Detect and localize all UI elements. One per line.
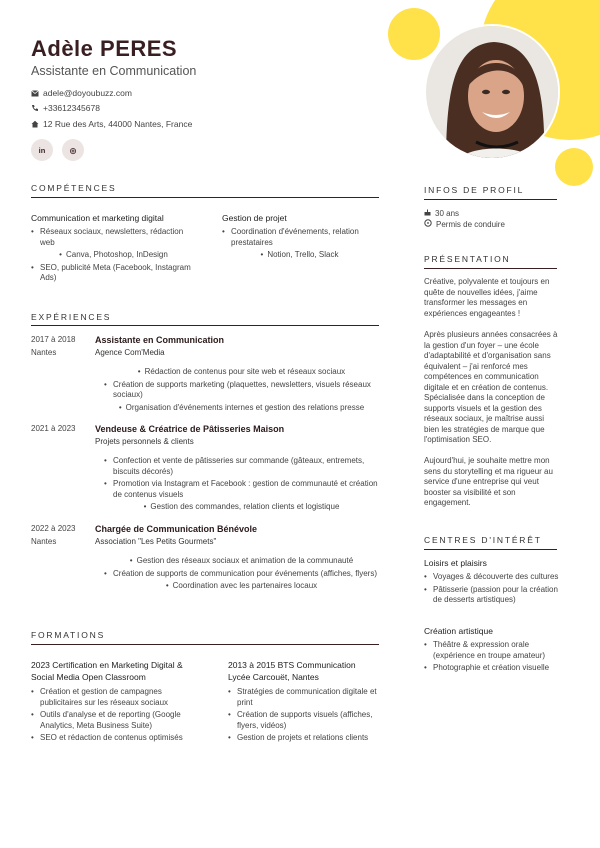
- list-item: • Gestion des commandes, relation clients et logistique: [104, 502, 379, 513]
- experience-title: Assistante en Communication: [95, 335, 225, 345]
- contact-email[interactable]: [31, 88, 132, 98]
- section-title-formations: FORMATIONS: [31, 630, 106, 640]
- list-item: • Promotion via Instagram et Facebook : gestion de communauté et création de contenus visuels: [104, 479, 379, 500]
- formation-list: [31, 687, 196, 746]
- profil-permis: [424, 219, 505, 231]
- contact-phone[interactable]: [31, 103, 100, 113]
- list-item: • Création de supports de communication pour événements (affiches, flyers): [104, 569, 379, 580]
- list-item: • Photographie et création visuelle: [424, 663, 564, 674]
- section-divider: [424, 549, 557, 550]
- cake-icon: [424, 208, 431, 220]
- section-title-competences: COMPÉTENCES: [31, 183, 117, 193]
- experience-company: Agence Com'Media: [95, 348, 165, 357]
- interest-list: [424, 640, 564, 676]
- section-title-presentation: PRÉSENTATION: [424, 254, 511, 264]
- address-text: 12 Rue des Arts, 44000 Nantes, France: [43, 119, 193, 129]
- phone-text: +33612345678: [43, 103, 100, 113]
- list-item: • Canva, Photoshop, InDesign: [31, 250, 196, 261]
- list-item: • Coordination avec les partenaires locaux: [104, 581, 379, 592]
- permis-text: Permis de conduire: [436, 219, 505, 229]
- linkedin-icon[interactable]: in: [31, 139, 53, 161]
- interest-group-heading: Création artistique: [424, 626, 493, 636]
- profile-photo: [424, 24, 560, 160]
- list-item: • Stratégies de communication digitale et print: [228, 687, 380, 708]
- list-item: • SEO, publicité Meta (Facebook, Instagram Ads): [31, 263, 196, 284]
- email-text: adele@doyoubuzz.com: [43, 88, 132, 98]
- list-item: • Notion, Trello, Slack: [222, 250, 377, 261]
- list-item: • SEO et rédaction de contenus optimisés: [31, 733, 196, 744]
- instagram-icon[interactable]: ◎: [62, 139, 84, 161]
- section-divider: [424, 199, 557, 200]
- section-title-experiences: EXPÉRIENCES: [31, 312, 112, 322]
- experience-date: 2022 à 2023: [31, 524, 76, 533]
- formation-list: [228, 687, 380, 746]
- list-item: • Organisation d'événements internes et gestion des relations presse: [104, 403, 379, 414]
- list-item: • Pâtisserie (passion pour la création de desserts artistiques): [424, 585, 564, 606]
- list-item: • Gestion de projets et relations clients: [228, 733, 380, 744]
- experience-company: Association "Les Petits Gourmets": [95, 537, 217, 546]
- experience-bullets: [104, 367, 379, 415]
- experience-place: Nantes: [31, 348, 57, 357]
- experience-bullets: [104, 556, 379, 594]
- decorative-circle: [555, 148, 593, 186]
- section-divider: [31, 197, 379, 198]
- experience-title: Vendeuse & Créatrice de Pâtisseries Maison: [95, 424, 285, 434]
- skill-list: [31, 227, 196, 286]
- experience-title: Chargée de Communication Bénévole: [95, 524, 258, 534]
- list-item: • Gestion des réseaux sociaux et animation de la communauté: [104, 556, 379, 567]
- list-item: • Réseaux sociaux, newsletters, rédaction web: [31, 227, 196, 248]
- age-text: 30 ans: [435, 208, 460, 218]
- section-divider: [424, 268, 557, 269]
- candidate-name: Adèle PERES: [31, 36, 178, 61]
- experience-date: 2017 à 2018: [31, 335, 76, 344]
- section-divider: [31, 325, 379, 326]
- list-item: • Confection et vente de pâtisseries sur commande (gâteaux, entremets, biscuits décorés): [104, 456, 379, 477]
- profil-age: [424, 208, 459, 220]
- list-item: • Rédaction de contenus pour site web et réseaux sociaux: [104, 367, 379, 378]
- interest-list: [424, 572, 564, 608]
- list-item: • Création de supports visuels (affiches, flyers, vidéos): [228, 710, 380, 731]
- skill-list: [222, 227, 377, 263]
- list-item: • Outils d'analyse et de reporting (Google Analytics, Meta Business Suite): [31, 710, 196, 731]
- steering-wheel-icon: [424, 219, 432, 231]
- formation-heading: 2013 à 2015 BTS Communication Lycée Carcouët, Nantes: [228, 660, 356, 682]
- skill-group-heading: Gestion de projet: [222, 213, 287, 223]
- list-item: • Création de supports marketing (plaquettes, newsletters, visuels réseaux sociaux): [104, 380, 379, 401]
- list-item: • Coordination d'événements, relation prestataires: [222, 227, 377, 248]
- list-item: • Création et gestion de campagnes publicitaires sur les réseaux sociaux: [31, 687, 196, 708]
- experience-company: Projets personnels & clients: [95, 437, 194, 446]
- mail-icon: [31, 89, 39, 97]
- section-title-interets: CENTRES D'INTÉRÊT: [424, 535, 542, 545]
- formation-heading: 2023 Certification en Marketing Digital & Social Media Open Classroom: [31, 660, 183, 682]
- presentation-paragraph: Aujourd'hui, je souhaite mettre mon sens du storytelling et ma rigueur au service d'une entreprise qui veut booster sa visibilité et son engagement.: [424, 456, 553, 507]
- experience-bullets: [104, 456, 379, 515]
- home-icon: [31, 120, 39, 128]
- section-title-profil: INFOS DE PROFIL: [424, 185, 525, 195]
- experience-date: 2021 à 2023: [31, 424, 76, 433]
- contact-address: [31, 119, 192, 129]
- skill-group-heading: Communication et marketing digital: [31, 213, 164, 223]
- presentation-paragraph: Après plusieurs années consacrées à la gestion d'un foyer – une école d'adaptabilité et d'organisation sans équivalent – j'ai renforcé mes compétences en communication digitale et en création de contenus. Spécialisée dans la conception de supports visuels et la gestion des réseaux sociaux, je maîtrise aussi bien les stratégies de marque que l'optimisation SEO.: [424, 330, 558, 444]
- presentation-paragraph: Créative, polyvalente et toujours en quête de nouvelles idées, j'aime transformer les messages en expériences engageantes !: [424, 277, 550, 318]
- section-divider: [31, 644, 379, 645]
- list-item: • Théâtre & expression orale (expérience en troupe amateur): [424, 640, 564, 661]
- experience-place: Nantes: [31, 537, 57, 546]
- phone-icon: [31, 104, 39, 112]
- job-title: Assistante en Communication: [31, 64, 197, 78]
- list-item: • Voyages & découverte des cultures: [424, 572, 564, 583]
- decorative-circle: [388, 8, 440, 60]
- interest-group-heading: Loisirs et plaisirs: [424, 558, 487, 568]
